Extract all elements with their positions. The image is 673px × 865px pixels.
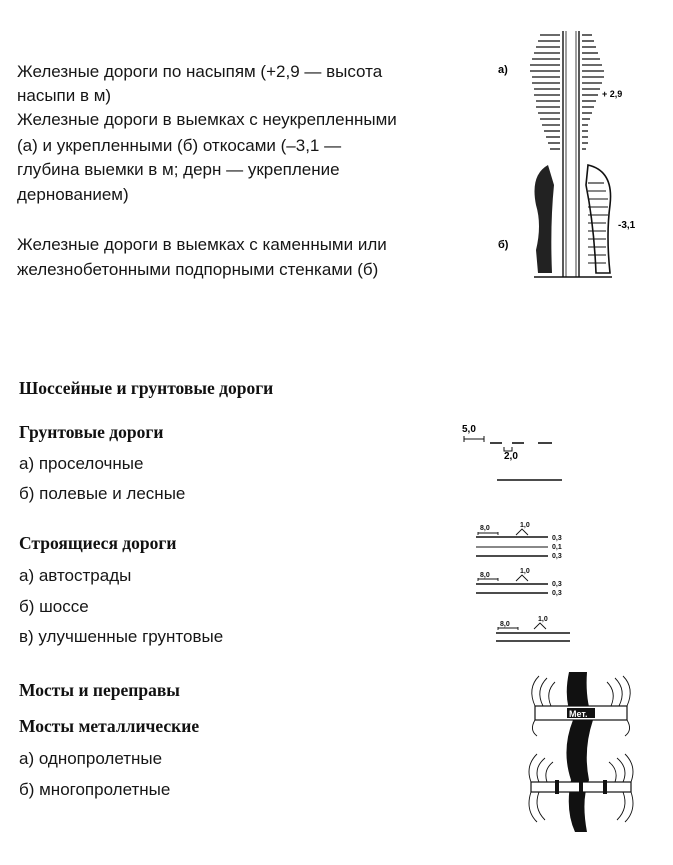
railway-cut-line-4: дернованием) bbox=[17, 185, 129, 204]
highway-dim-top: 1,0 bbox=[520, 568, 530, 575]
cut-left-slope bbox=[535, 165, 555, 273]
autostrada-r2: 0,1 bbox=[552, 544, 562, 551]
metal-bridge-symbol bbox=[525, 670, 640, 835]
autostrada-r1: 0,3 bbox=[552, 535, 562, 542]
railway-symbol-label-a: а) bbox=[498, 64, 508, 76]
highway-r1: 0,3 bbox=[552, 581, 562, 588]
railway-cut-value: -3,1 bbox=[618, 220, 636, 231]
railway-embankment-line-2: насыпи в м) bbox=[17, 86, 112, 105]
dirt-roads-title: Грунтовые дороги bbox=[19, 422, 164, 442]
construction-item-b: б) шоссе bbox=[19, 597, 89, 616]
highway-dim-left: 8,0 bbox=[480, 572, 490, 579]
dirt-road-dim1: 5,0 bbox=[462, 424, 476, 435]
railway-cut-line-3: глубина выемки в м; дерн — укрепление bbox=[17, 160, 340, 179]
construction-roads-title: Строящиеся дороги bbox=[19, 533, 177, 553]
metal-bridges-item-a: а) однопролетные bbox=[19, 749, 163, 768]
dirt-roads-item-b: б) полевые и лесные bbox=[19, 484, 186, 503]
dirt-road-symbol bbox=[460, 420, 570, 486]
embankment-hachures bbox=[530, 35, 604, 149]
improved-road-dim-top: 1,0 bbox=[538, 616, 548, 623]
improved-road-dim-left: 8,0 bbox=[500, 621, 510, 628]
dirt-road-dim2: 2,0 bbox=[504, 451, 518, 462]
river-channel bbox=[566, 672, 593, 832]
construction-item-a: а) автострады bbox=[19, 566, 132, 585]
railway-cut-line-1: Железные дороги в выемках с неукрепленными bbox=[17, 110, 397, 129]
metal-bridges-item-b: б) многопролетные bbox=[19, 780, 171, 799]
railway-track bbox=[563, 31, 579, 277]
railway-symbol-label-b: б) bbox=[498, 239, 509, 251]
roads-section-title: Шоссейные и грунтовые дороги bbox=[19, 378, 274, 398]
railway-embankment-line-1: Железные дороги по насыпям (+2,9 — высота bbox=[17, 62, 383, 81]
cut-right-slope bbox=[586, 165, 611, 273]
cut-hachures bbox=[588, 183, 608, 263]
construction-item-c: в) улучшенные грунтовые bbox=[19, 627, 224, 646]
autostrada-dim-top: 1,0 bbox=[520, 522, 530, 529]
railway-embankment-value: + 2,9 bbox=[602, 89, 623, 99]
construction-roads-symbol bbox=[470, 515, 580, 655]
railway-retaining-line-1: Железные дороги в выемках с каменными или bbox=[17, 235, 387, 254]
autostrada-dim-left: 8,0 bbox=[480, 525, 490, 532]
highway-r2: 0,3 bbox=[552, 590, 562, 597]
bridge-material-label: Мет. bbox=[569, 709, 588, 719]
dirt-roads-item-a: а) проселочные bbox=[19, 454, 144, 473]
metal-bridges-title: Мосты металлические bbox=[19, 716, 200, 736]
railway-cut-embankment-symbol bbox=[490, 25, 650, 285]
railway-cut-line-2: (а) и укрепленными (б) откосами (–3,1 — bbox=[17, 136, 342, 155]
railway-retaining-line-2: железнобетонными подпорными стенками (б) bbox=[17, 260, 379, 279]
bridges-section-title: Мосты и переправы bbox=[19, 680, 180, 700]
autostrada-r3: 0,3 bbox=[552, 553, 562, 560]
